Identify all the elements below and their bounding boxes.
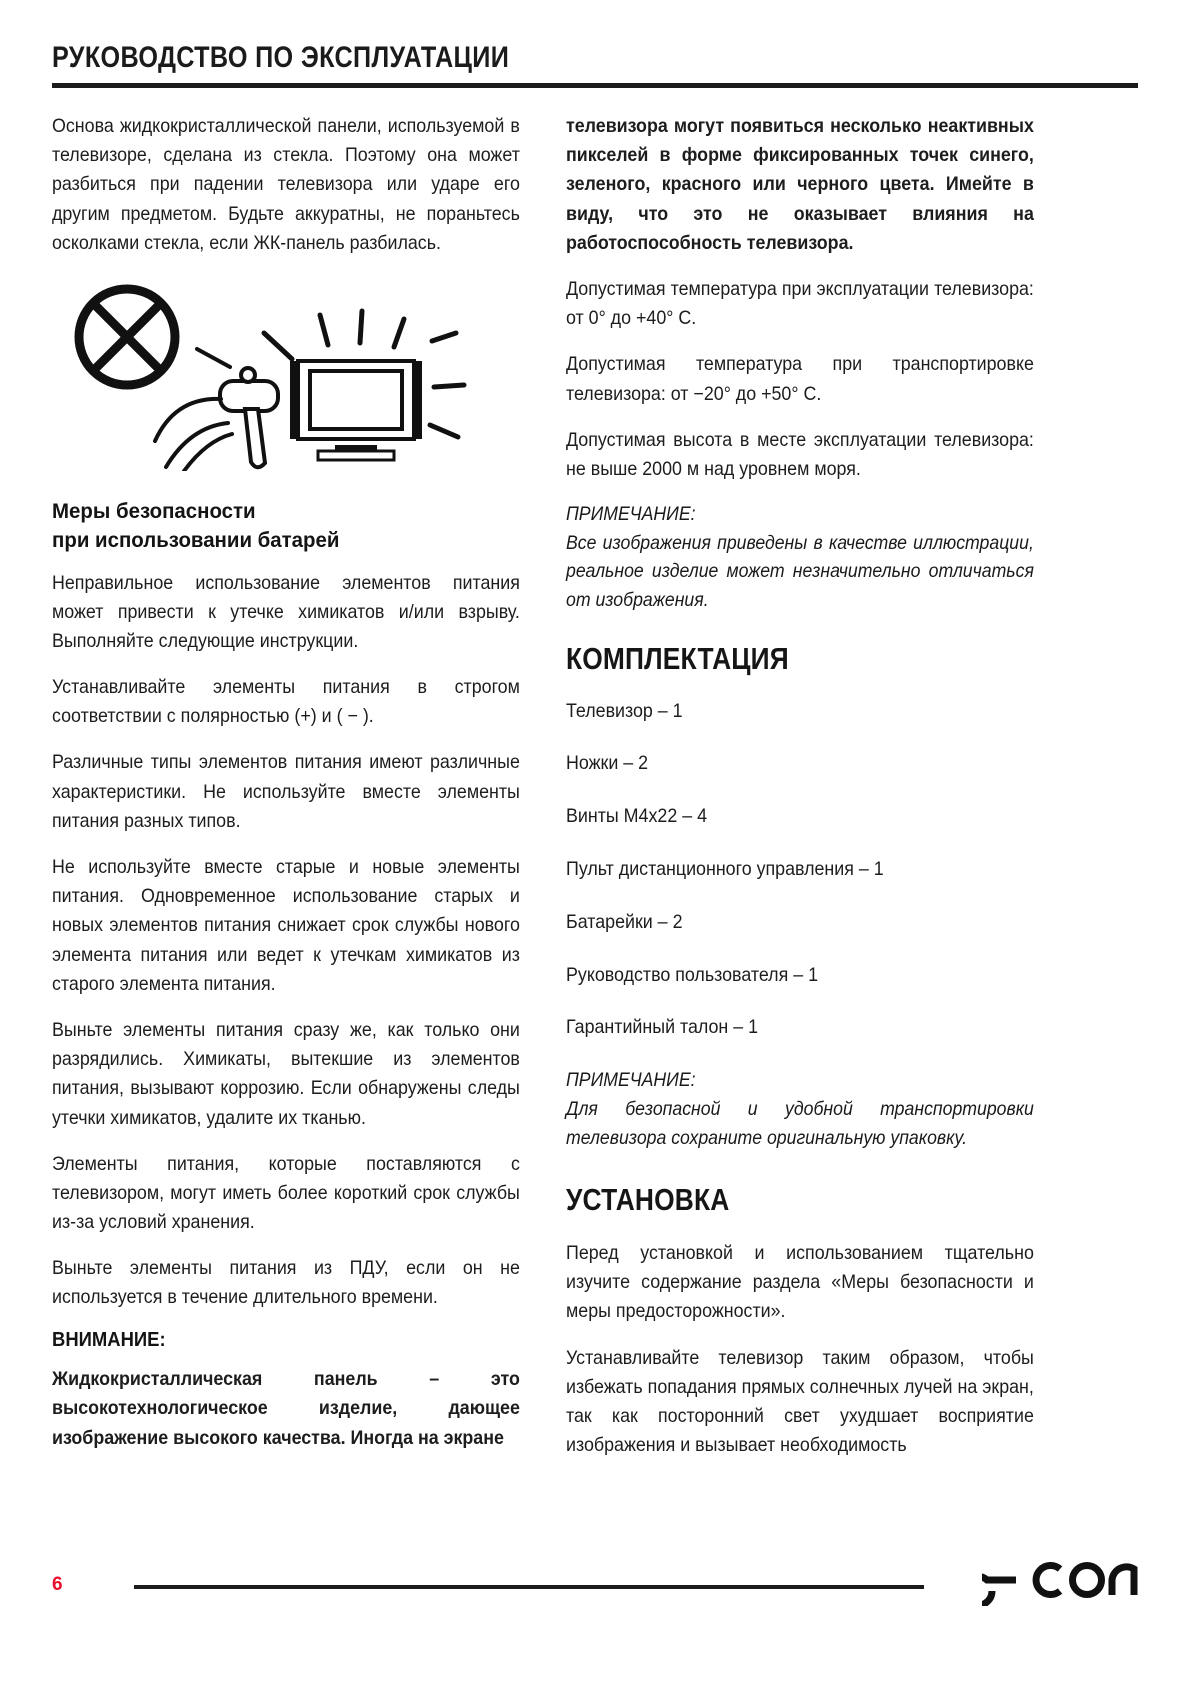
install-section-heading: УСТАНОВКА	[566, 1182, 730, 1218]
page-footer	[52, 1562, 1138, 1618]
list-item: Ножки – 2	[566, 753, 649, 775]
impact-spark-icon	[197, 349, 230, 367]
list-item: Телевизор – 1	[566, 700, 683, 722]
note-text-images: Все изображения приведены в качестве иллюстрации, реальное изделие может незначительно отличаться от изображения.	[566, 532, 1034, 612]
hammer-icon	[220, 368, 278, 467]
list-item: Гарантийный талон – 1	[566, 1017, 759, 1039]
page-title: РУКОВОДСТВО ПО ЭКСПЛУАТАЦИИ	[52, 41, 510, 74]
note-label-images: ПРИМЕЧАНИЕ:	[566, 504, 696, 526]
battery-safety-heading	[52, 497, 521, 555]
battery-paragraph-3: Различные типы элементов питания имеют различные характеристики. Не используйте вместе элементы питания разных типов.	[52, 752, 520, 832]
econ-logo-svg	[982, 1554, 1138, 1606]
list-item: Батарейки – 2	[566, 911, 683, 933]
list-item: Пульт дистанционного управления – 1	[566, 859, 884, 881]
list-item: Руководство пользователя – 1	[566, 964, 819, 986]
econ-logo	[982, 1554, 1138, 1606]
attention-heading: ВНИМАНИЕ:	[52, 1327, 166, 1351]
battery-safety-heading-line1: Меры безопасности	[52, 498, 256, 523]
battery-paragraph-7: Выньте элементы питания из ПДУ, если он не используется в течение длительного времени.	[52, 1258, 520, 1309]
prohibition-icon	[79, 289, 175, 385]
right-column	[566, 112, 1034, 1460]
battery-safety-heading-line2: при использовании батарей	[52, 527, 340, 552]
do-not-hit-tv-illustration	[52, 275, 520, 471]
left-column	[52, 112, 520, 1460]
footer-divider	[134, 1585, 924, 1589]
battery-paragraph-1: Неправильное использование элементов питания может привести к утечке химикатов и/или взрыву. Выполняйте следующие инструкции.	[52, 572, 520, 652]
attention-paragraph: Жидкокристаллическая панель – это высокотехнологическое изделие, дающее изображение высокого качества. Иногда на экране	[52, 1369, 520, 1449]
note-images	[566, 501, 1034, 616]
operating-temperature-paragraph: Допустимая температура при эксплуатации телевизора: от 0° до +40° С.	[566, 278, 1034, 330]
list-item: Винты М4х22 – 4	[566, 806, 708, 828]
header-divider	[52, 83, 1138, 88]
battery-paragraph-2: Устанавливайте элементы питания в строгом соответствии с полярностью (+) и ( − ).	[52, 677, 520, 728]
battery-paragraph-5: Выньте элементы питания сразу же, как только они разрядились. Химикаты, вытекшие из элементов питания, вызывают коррозию. Если обнаружены следы утечки химикатов, удалите их тканью.	[52, 1019, 520, 1129]
kit-items-list	[566, 698, 1034, 1044]
battery-paragraph-6: Элементы питания, которые поставляются с телевизором, могут иметь более короткий срок службы из-за условий хранения.	[52, 1153, 520, 1234]
page-header	[52, 42, 1138, 88]
illustration-svg	[52, 275, 520, 471]
television-icon	[290, 361, 422, 460]
altitude-paragraph: Допустимая высота в месте эксплуатации телевизора: не выше 2000 м над уровнем моря.	[566, 429, 1034, 480]
battery-paragraph-4: Не используйте вместе старые и новые элементы питания. Одновременное использование старых и новых элементов питания снижает срок службы нового элемента питания или ведет к утечкам химикатов из старого элемента питания.	[52, 857, 520, 995]
note-label-packaging: ПРИМЕЧАНИЕ:	[566, 1070, 696, 1092]
motion-arcs-icon	[155, 399, 232, 471]
install-paragraph-1: Перед установкой и использованием тщательно изучите содержание раздела «Меры безопасности и меры предосторожности».	[566, 1242, 1034, 1323]
note-packaging	[566, 1067, 1034, 1153]
transport-temperature-paragraph: Допустимая температура при транспортировке телевизора: от −20° до +50° С.	[566, 354, 1034, 405]
content-columns	[52, 112, 1138, 1460]
note-text-packaging: Для безопасной и удобной транспортировки телевизора сохраните оригинальную упаковку.	[566, 1098, 1034, 1149]
dead-pixels-paragraph: телевизора могут появиться несколько неактивных пикселей в форме фиксированных точек синего, зеленого, красного или черного цвета. Имейте в виду, что это не оказывает влияния на работоспособность телевизора.	[566, 116, 1034, 254]
intro-paragraph: Основа жидкокристаллической панели, используемой в телевизоре, сделана из стекла. Поэтому она может разбиться при падении телевизора или ударе его другим предметом. Будьте аккуратны, не пораньтесь осколками стекла, если ЖК-панель разбилась.	[52, 116, 520, 254]
kit-section-heading: КОМПЛЕКТАЦИЯ	[566, 641, 789, 677]
page-number: 6	[52, 1574, 63, 1595]
install-paragraph-2: Устанавливайте телевизор таким образом, чтобы избежать попадания прямых солнечных лучей на экран, так как посторонний свет ухудшает восприятие изображения и вызывает необходимость	[566, 1347, 1034, 1457]
